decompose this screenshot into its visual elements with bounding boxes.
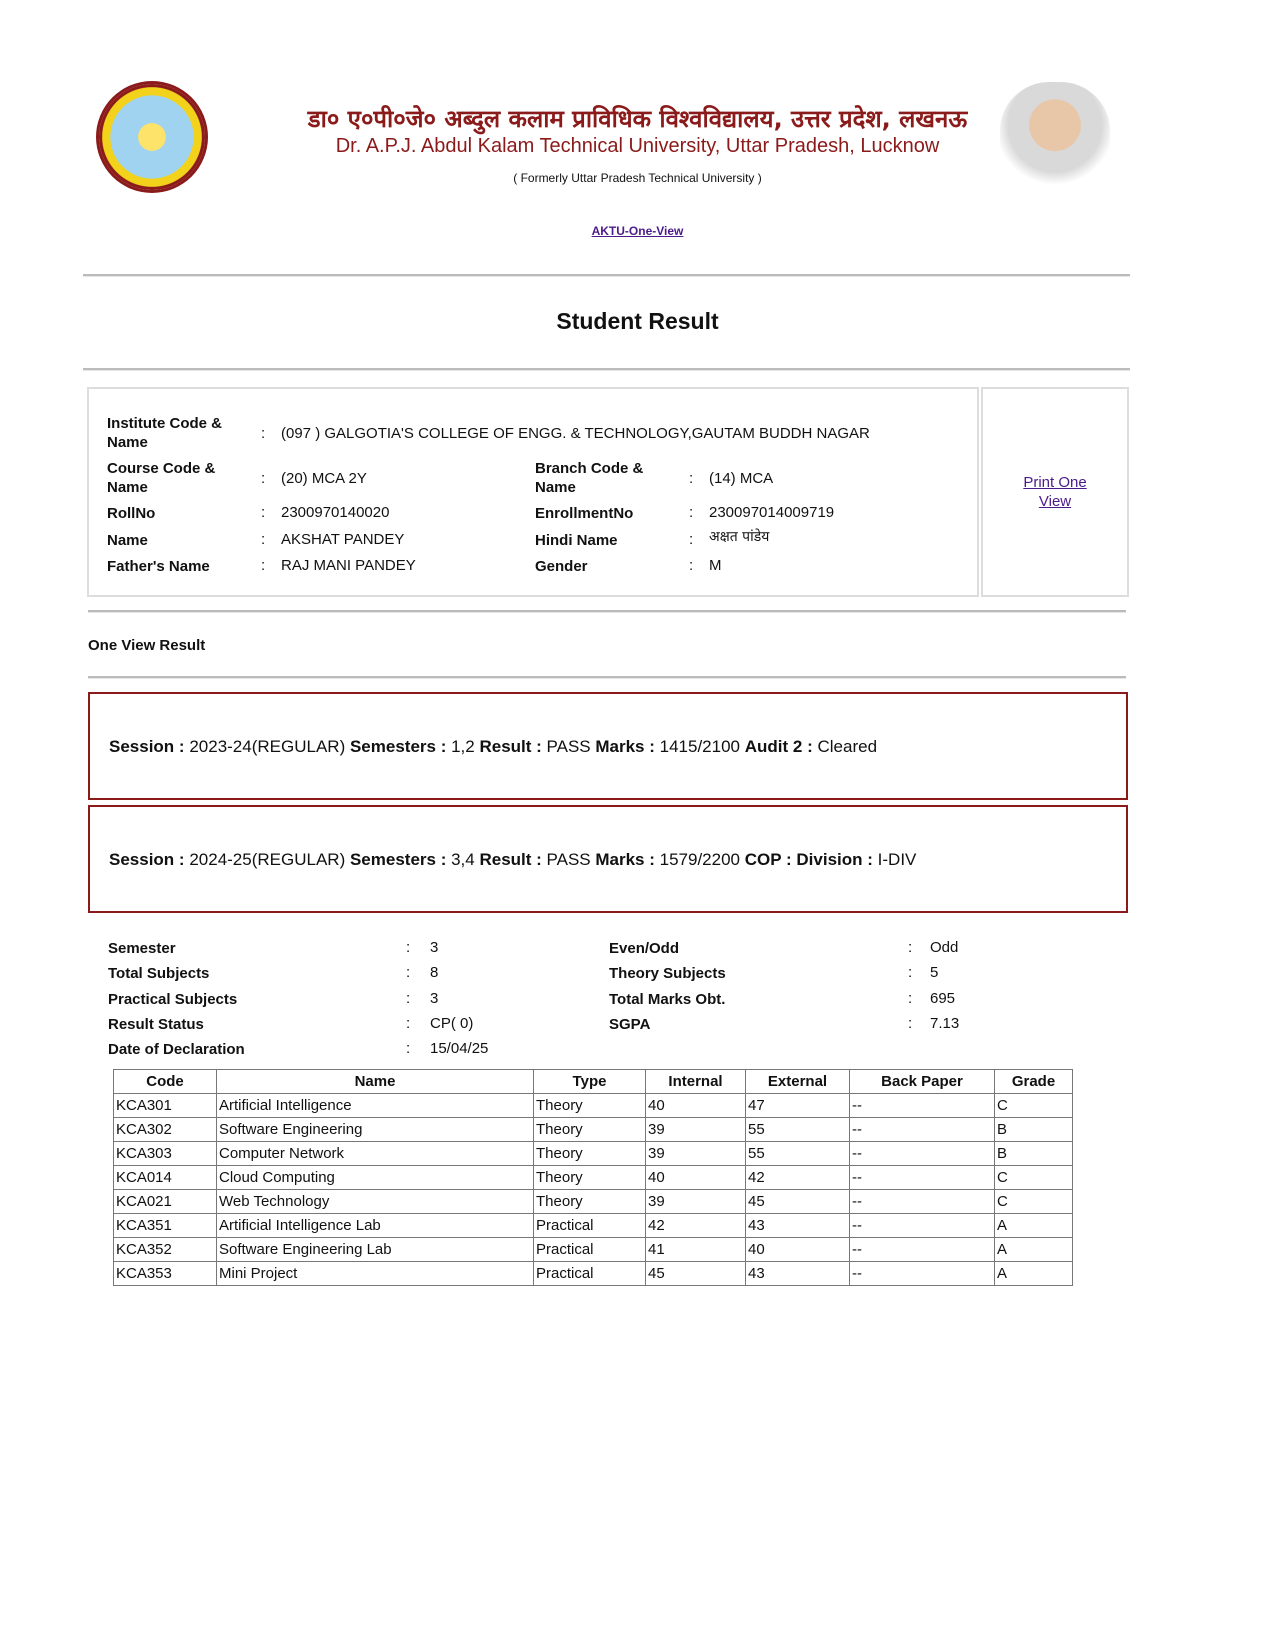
father-name-label: Father's Name [107,558,210,575]
table-cell: Theory [534,1166,646,1190]
table-cell: -- [850,1262,995,1286]
table-cell: B [995,1118,1073,1142]
summary-value: Odd [930,939,959,956]
marks-key: Marks : [595,850,655,869]
table-cell: A [995,1262,1073,1286]
table-cell: Web Technology [217,1190,534,1214]
result-value: PASS [546,850,591,869]
course-value: (20) MCA 2Y [281,470,367,487]
table-row [114,1238,1073,1262]
table-cell: Artificial Intelligence Lab [217,1214,534,1238]
summary-value: 695 [930,989,956,1007]
aktu-one-view-link[interactable]: AKTU-One-View [591,224,684,238]
table-cell: 40 [646,1166,746,1190]
summary-label: Result Status [108,1015,204,1033]
division-value: I-DIV [877,850,917,869]
colon: : [689,504,694,521]
table-row [114,1094,1073,1118]
session-value: 2024-25(REGULAR) [189,850,346,869]
english-university-title: Dr. A.P.J. Abdul Kalam Technical University, Uttar Pradesh, Lucknow [335,135,940,157]
table-cell: 39 [646,1142,746,1166]
table-cell: 47 [746,1094,850,1118]
table-cell: 40 [646,1094,746,1118]
roll-value: 2300970140020 [281,504,390,521]
summary-label: Theory Subjects [609,965,726,983]
colon: : [261,531,266,548]
table-cell: C [995,1190,1073,1214]
result-key: Result : [479,850,542,869]
table-cell: KCA351 [114,1214,217,1238]
table-cell: KCA302 [114,1118,217,1142]
summary-label: Semester [108,940,176,957]
table-cell: 45 [746,1190,850,1214]
table-cell: Practical [534,1262,646,1286]
summary-value: 3 [430,939,439,956]
division-key: Division : [796,850,873,869]
table-cell: 43 [746,1214,850,1238]
marks-key: Marks : [595,737,655,756]
table-cell: -- [850,1094,995,1118]
session-summary-box [88,692,1128,800]
session-key: Session : [109,850,185,869]
table-cell: KCA014 [114,1166,217,1190]
colon: : [689,531,694,548]
table-cell: Cloud Computing [217,1166,534,1190]
page-title: Student Result [556,308,719,334]
column-header: Internal [646,1070,746,1094]
print-one-view-link[interactable]: Print One View [1023,474,1087,510]
semesters-key: Semesters : [349,850,447,869]
table-cell: -- [850,1118,995,1142]
summary-label: Total Subjects [108,965,210,983]
column-header: Name [217,1070,534,1094]
table-cell: -- [850,1238,995,1262]
table-cell: 43 [746,1262,850,1286]
result-key: Result : [479,737,542,756]
name-label: Name [107,532,148,549]
table-cell: Theory [534,1094,646,1118]
summary-label: Even/Odd [609,940,680,957]
colon: : [908,964,913,982]
institute-label: Institute Code & Name [107,415,222,451]
table-row [114,1142,1073,1166]
table-cell: 41 [646,1238,746,1262]
table-cell: 39 [646,1190,746,1214]
colon: : [261,557,266,574]
summary-value: 15/04/25 [430,1040,489,1058]
table-cell: 42 [746,1166,850,1190]
table-row [114,1262,1073,1286]
divider [83,274,1130,277]
colon: : [908,989,913,1007]
result-value: PASS [546,737,591,756]
colon: : [406,964,411,982]
colon: : [406,1040,411,1058]
enrollment-label: EnrollmentNo [535,505,634,522]
branch-value: (14) MCA [709,470,774,487]
cop-key: COP : [744,850,792,869]
colon: : [406,989,411,1007]
table-cell: KCA021 [114,1190,217,1214]
hindi-university-title: डा० ए०पी०जे० अब्दुल कलाम प्राविधिक विश्वविद्यालय, उत्तर प्रदेश, लखनऊ [307,105,968,133]
table-cell: Practical [534,1214,646,1238]
table-cell: C [995,1094,1073,1118]
audit-key: Audit 2 : [744,737,813,756]
summary-label: Date of Declaration [108,1041,245,1059]
session-key: Session : [109,737,185,756]
table-cell: C [995,1166,1073,1190]
gender-value: M [709,557,722,574]
colon: : [689,557,694,574]
table-cell: -- [850,1190,995,1214]
summary-label: Total Marks Obt. [609,990,726,1008]
table-cell: Computer Network [217,1142,534,1166]
table-cell: -- [850,1142,995,1166]
table-row [114,1214,1073,1238]
table-cell: A [995,1214,1073,1238]
one-view-heading: One View Result [88,637,206,654]
table-cell: Practical [534,1238,646,1262]
audit-value: Cleared [817,737,878,756]
table-cell: Theory [534,1118,646,1142]
table-cell: -- [850,1166,995,1190]
colon: : [261,470,266,487]
table-cell: Software Engineering [217,1118,534,1142]
roll-label: RollNo [107,505,156,522]
table-row [114,1118,1073,1142]
branch-label: Branch Code & Name [535,460,644,496]
semesters-key: Semesters : [349,737,447,756]
table-row [114,1190,1073,1214]
table-cell: KCA303 [114,1142,217,1166]
colon: : [406,1014,411,1032]
divider [88,676,1126,679]
hindi-name-label: Hindi Name [535,532,618,549]
summary-value: 7.13 [930,1014,960,1032]
summary-value: 8 [430,964,439,982]
marks-value: 1415/2100 [659,737,741,756]
colon: : [908,939,913,956]
print-box [981,387,1129,597]
gender-label: Gender [535,558,588,575]
table-cell: 40 [746,1238,850,1262]
table-cell: B [995,1142,1073,1166]
subject-marks-table [113,1069,1073,1286]
table-cell: 55 [746,1118,850,1142]
table-cell: 42 [646,1214,746,1238]
colon: : [908,1014,913,1032]
table-cell: 39 [646,1118,746,1142]
marks-value: 1579/2200 [659,850,741,869]
formerly-text: ( Formerly Uttar Pradesh Technical University ) [513,171,762,185]
course-label: Course Code & Name [107,460,216,496]
colon: : [689,470,694,487]
table-cell: A [995,1238,1073,1262]
column-header: External [746,1070,850,1094]
institute-value: (097 ) GALGOTIA'S COLLEGE OF ENGG. & TECHNOLOGY,GAUTAM BUDDH NAGAR [281,425,870,442]
hindi-name-value: अक्षत पांडेय [709,529,770,545]
father-name-value: RAJ MANI PANDEY [281,557,416,574]
colon: : [261,425,266,442]
session-summary-box [88,805,1128,913]
enrollment-value: 230097014009719 [709,504,835,521]
summary-label: SGPA [609,1015,651,1033]
divider [83,368,1130,371]
table-cell: Artificial Intelligence [217,1094,534,1118]
table-cell: Software Engineering Lab [217,1238,534,1262]
table-cell: -- [850,1214,995,1238]
colon: : [261,504,266,521]
table-cell: Mini Project [217,1262,534,1286]
table-cell: 45 [646,1262,746,1286]
summary-label: Practical Subjects [108,990,238,1008]
table-row [114,1166,1073,1190]
table-cell: 55 [746,1142,850,1166]
table-cell: KCA353 [114,1262,217,1286]
summary-value: CP( 0) [430,1014,474,1032]
table-cell: Theory [534,1142,646,1166]
colon: : [406,939,411,956]
column-header: Type [534,1070,646,1094]
column-header: Back Paper [850,1070,995,1094]
column-header: Code [114,1070,217,1094]
semesters-value: 1,2 [451,737,475,756]
session-value: 2023-24(REGULAR) [189,737,346,756]
semesters-value: 3,4 [451,850,475,869]
table-cell: Theory [534,1190,646,1214]
divider [88,610,1126,613]
table-cell: KCA301 [114,1094,217,1118]
summary-value: 3 [430,989,439,1007]
student-info-box [87,387,979,597]
name-value: AKSHAT PANDEY [281,531,405,548]
table-cell: KCA352 [114,1238,217,1262]
summary-value: 5 [930,964,939,982]
column-header: Grade [995,1070,1073,1094]
